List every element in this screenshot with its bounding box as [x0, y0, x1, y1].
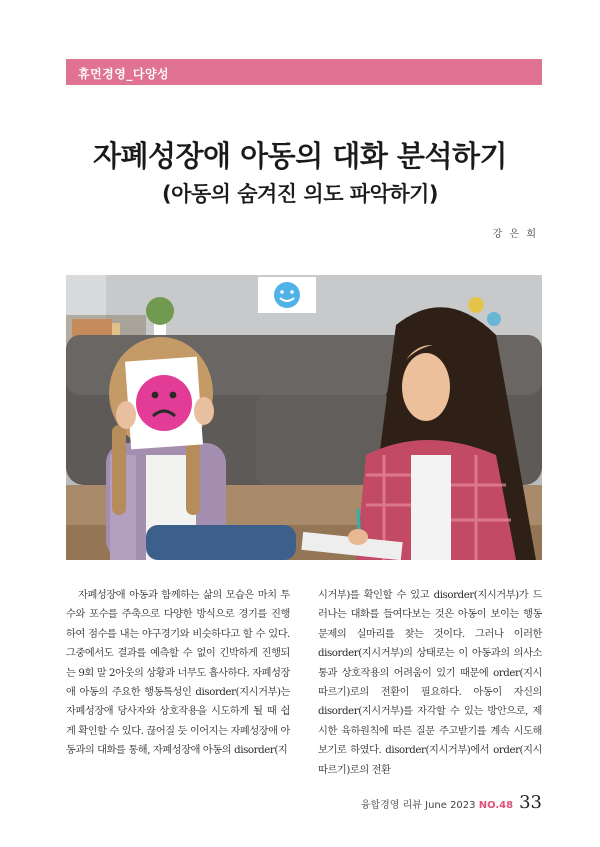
- author-name: 강 은 희: [492, 229, 538, 240]
- section-banner-label: 휴먼경영_다양성: [78, 67, 170, 81]
- footer-issue: NO.48: [478, 800, 514, 811]
- page-number: 33: [519, 792, 542, 813]
- page-footer: [361, 792, 542, 813]
- footer-publication-name: 융합경영 리뷰 June 2023: [360, 800, 476, 811]
- child-therapy-photo: [66, 275, 542, 560]
- body-column-left: 자폐성장애 아동과 함께하는 삶의 모습은 마치 투수와 포수를 주축으로 다양한 방식으로 경기를 진행하여 점수를 내는 야구경기와 비슷하다고 할 수 있다. 그중에서도 결과를 예측할 수 없이 긴박하게 진행되는 9회 말 2아웃의 상황과 너무도 흡사하다. 자폐성장애 아동의 주요한 행동특성인 disorder(지시거부)는 자폐성장애 당사자와 상호작용을 시도하게 될 때 쉽게 확인할 수 있다. 끊어질 듯 이어지는 자폐성장애 아동과의 대화를 통해, 자폐성장애 아동의 disorder(지: [66, 590, 290, 757]
- section-banner: [66, 59, 542, 85]
- article-subtitle: (아동의 숨겨진 의도 파악하기): [161, 182, 439, 206]
- footer-publication: [361, 796, 513, 811]
- article-photo: [66, 275, 542, 560]
- article-title: 자폐성장애 아동의 대화 분석하기: [93, 139, 507, 173]
- body-column-right: 시거부)를 확인할 수 있고 disorder(지시거부)가 드러나는 대화를 들여다보는 것은 아동이 보이는 행동 문제의 실마리를 찾는 것이다. 그러나 이러한 disorder(지시거부)의 상태로는 이 아동과의 의사소통과 상호작용의 어려움이 있기 때문에 order(지시 따르기)로의 전환이 필요하다. 아동이 자신의 disorder(지시거부)를 자각할 수 있는 방안으로, 제시한 육하원칙에 따른 질문 주고받기를 계속 시도해보기로 하였다. disorder(지시거부)에서 order(지시 따르기)로의 전환: [318, 590, 542, 776]
